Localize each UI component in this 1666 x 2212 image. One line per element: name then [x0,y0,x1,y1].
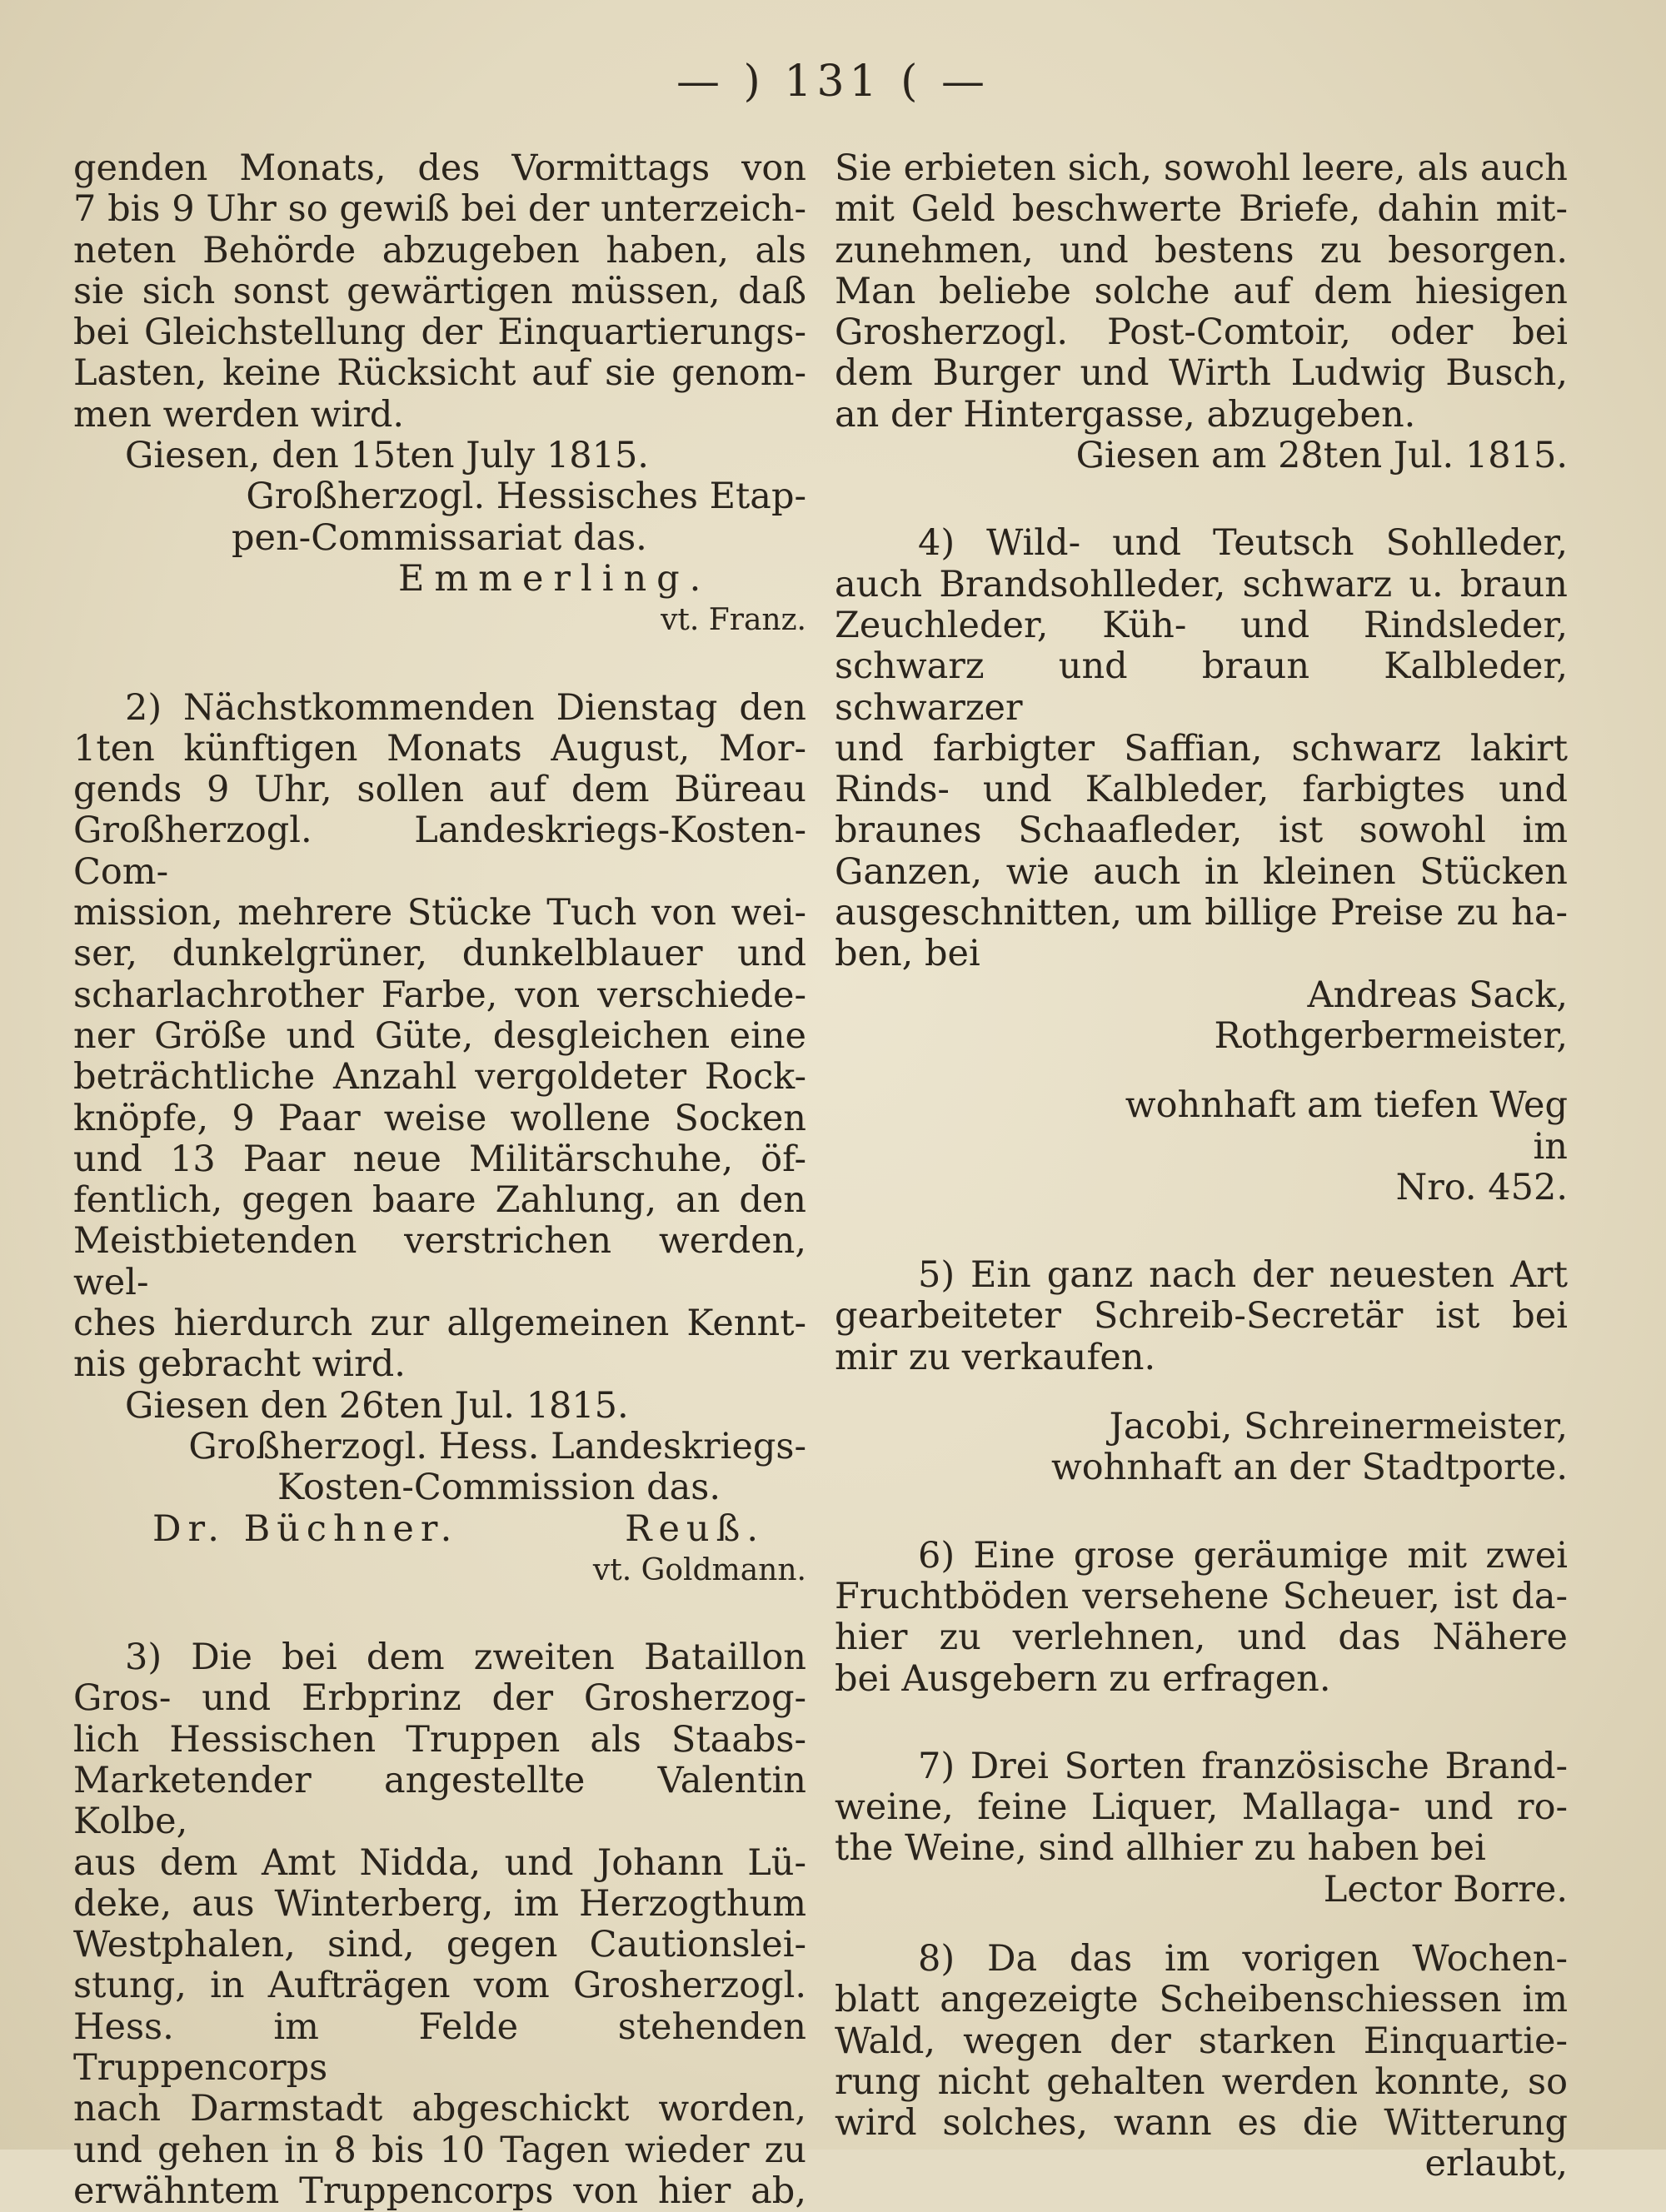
text-line: 8) Da das im vorigen Wochen- [918,1937,1568,1980]
notice-6 [835,1536,1568,1700]
spacer [73,641,806,688]
signature-line: wohnhaft an der Stadtporte. [1050,1447,1568,1489]
spacer [835,1378,1568,1407]
signatory-names [73,1509,806,1550]
signature-line: Großherzogl. Hessisches Etap- [246,476,806,518]
notice-5 [835,1255,1568,1488]
text-line: zunehmen, und bestens zu besorgen. [835,229,1568,272]
text-line: ser, dunkelgrüner, dunkelblauer und [73,933,806,975]
text-line: ner Größe und Güte, desgleichen eine [73,1014,806,1057]
spacer [835,1700,1568,1746]
text-line: Lasten, keine Rücksicht auf sie genom- [73,352,806,395]
text-line: erwähntem Truppencorps von hier ab, [73,2170,806,2212]
text-line: neten Behörde abzugeben haben, als [73,229,806,272]
notice-date: Giesen am 28ten Jul. 1815. [1075,435,1568,477]
notice-2 [73,688,806,1592]
text-line: gearbeiteter Schreib-Secretär ist bei [835,1295,1568,1338]
text-line: Rinds- und Kalbleder, farbigtes und [835,769,1568,811]
text-line: Gros- und Erbprinz der Grosherzog- [73,1677,806,1720]
notice-3-continued [835,148,1568,476]
text-line: wird solches, wann es die Witterung [835,2102,1568,2145]
text-line: 4) Wild- und Teutsch Sohlleder, [918,522,1568,565]
signatory-name: Reuß. [625,1507,765,1550]
spacer [835,476,1568,523]
notice-date: Giesen, den 15ten July 1815. [125,435,649,477]
text-line: stung, in Aufträgen vom Grosherzogl. [73,1965,806,2007]
text-line: the Weine, sind allhier zu haben bei [835,1827,1486,1870]
signatory-name: Emmerling. [398,557,711,600]
text-line: Fruchtböden versehene Scheuer, ist da- [835,1575,1568,1617]
signature-line: pen-Commissariat das. [232,516,647,559]
text-line: mit Geld beschwerte Briefe, dahin mit- [835,188,1568,231]
spacer [835,1489,1568,1536]
text-line: ches hierdurch zur allgemeinen Kennt- [73,1303,806,1345]
signature-line: Kosten-Commission das. [277,1467,721,1509]
notice-1-continued [73,148,806,641]
text-line: genden Monats, des Vormittags von [73,147,806,189]
text-line: und gehen in 8 bis 10 Tagen wieder zu [73,2129,806,2171]
text-line: Marketender angestellte Valentin Kolbe, [73,1759,806,1843]
text-line: Wald, wegen der starken Einquartie- [835,2020,1568,2062]
countersign: vt. Franz. [661,603,806,638]
text-line: und farbigter Saffian, schwarz lakirt [835,727,1568,770]
text-line: nis gebracht wird. [73,1343,406,1386]
text-line: Westphalen, sind, gegen Cautionslei- [73,1924,806,1966]
text-line: deke, aus Winterberg, im Herzogthum [73,1882,806,1925]
text-line: nach Darmstadt abgeschickt worden, [73,2088,806,2130]
text-line: 1ten künftigen Monats August, Mor- [73,727,806,770]
text-line: 5) Ein ganz nach der neuesten Art [918,1254,1568,1297]
text-line: mir zu verkaufen. [835,1336,1156,1378]
text-line: knöpfe, 9 Paar weise wollene Socken [73,1097,806,1139]
text-line: braunes Schaafleder, ist sowohl im [835,810,1568,852]
text-line: 7) Drei Sorten französische Brand- [918,1745,1568,1787]
page-number-header: — ) 131 ( — [676,57,990,107]
spacer [835,1057,1568,1085]
text-line: Ganzen, wie auch in kleinen Stücken [835,850,1568,893]
signature-line: Lector Borre. [1323,1868,1568,1911]
text-line: Grosherzogl. Post-Comtoir, oder bei [835,311,1568,354]
text-line: 6) Eine grose geräumige mit zwei [918,1534,1568,1577]
notice-3 [73,1637,806,2212]
text-line: rung nicht gehalten werden konnte, so [835,2060,1568,2103]
text-line: Sie erbieten sich, sowohl leere, als auch [835,147,1568,189]
text-line: schwarz und braun Kalbleder, schwarzer [835,645,1568,729]
spacer [835,1208,1568,1255]
text-line: scharlachrother Farbe, von verschiede- [73,974,806,1016]
signature-line: Rothgerbermeister, [1214,1014,1568,1057]
text-line: weine, feine Liquer, Mallaga- und ro- [835,1786,1568,1829]
text-line: sie sich sonst gewärtigen müssen, daß [73,270,806,312]
left-column [73,148,806,2212]
notice-date: Giesen den 26ten Jul. 1815. [125,1384,629,1427]
text-line: 7 bis 9 Uhr so gewiß bei der unterzeich- [73,188,806,231]
spacer [835,1911,1568,1939]
signature-line: wohnhaft am tiefen Weg in [1125,1084,1568,1168]
signature-line: Andreas Sack, [1307,974,1568,1016]
text-line: mission, mehrere Stücke Tuch von wei- [73,892,806,934]
text-line: ausgeschnitten, um billige Preise zu ha- [835,892,1568,934]
text-line: und 13 Paar neue Militärschuhe, öf- [73,1138,806,1180]
text-line: bei Gleichstellung der Einquartierungs- [73,311,806,354]
text-line: hier zu verlehnen, und das Nähere [835,1617,1568,1659]
text-line: gends 9 Uhr, sollen auf dem Büreau [73,769,806,811]
text-line: blatt angezeigte Scheibenschiessen im [835,1979,1568,2021]
countersign: vt. Goldmann. [592,1552,806,1587]
text-line: dem Burger und Wirth Ludwig Busch, [835,352,1568,395]
text-line: Meistbietenden verstrichen werden, wel- [73,1220,806,1303]
text-line: Hess. im Felde stehenden Truppencorps [73,2005,806,2090]
signature-line: Großherzogl. Hess. Landeskriegs- [188,1425,806,1467]
signature-line: Jacobi, Schreinermeister, [1109,1406,1568,1448]
text-line: an der Hintergasse, abzugeben. [835,393,1416,436]
text-line: Man beliebe solche auf dem hiesigen [835,270,1568,312]
text-line: aus dem Amt Nidda, und Johann Lü- [73,1841,806,1884]
notice-8 [835,1939,1568,2185]
text-line: Zeuchleder, Küh- und Rindsleder, [835,604,1568,646]
catchword: erlaubt, [1424,2143,1568,2185]
text-line: 3) Die bei dem zweiten Bataillon [125,1637,806,1679]
text-line: 2) Nächstkommenden Dienstag den [125,686,806,729]
spacer [73,1591,806,1637]
notice-4 [835,523,1568,1208]
text-line: beträchtliche Anzahl vergoldeter Rock- [73,1056,806,1099]
notice-7 [835,1746,1568,1911]
signature-line: Nro. 452. [1395,1166,1568,1208]
text-line: men werden wird. [73,393,405,436]
signatory-name: Dr. Büchner. [152,1507,459,1550]
text-line: auch Brandsohlleder, schwarz u. braun [835,563,1568,605]
text-line: fentlich, gegen baare Zahlung, an den [73,1179,806,1222]
text-line: ben, bei [835,933,980,975]
text-line: Großherzogl. Landeskriegs-Kosten-Com- [73,810,806,893]
right-column [835,148,1568,2185]
text-line: bei Ausgebern zu erfragen. [835,1657,1331,1700]
text-line: lich Hessischen Truppen als Staabs- [73,1718,806,1761]
